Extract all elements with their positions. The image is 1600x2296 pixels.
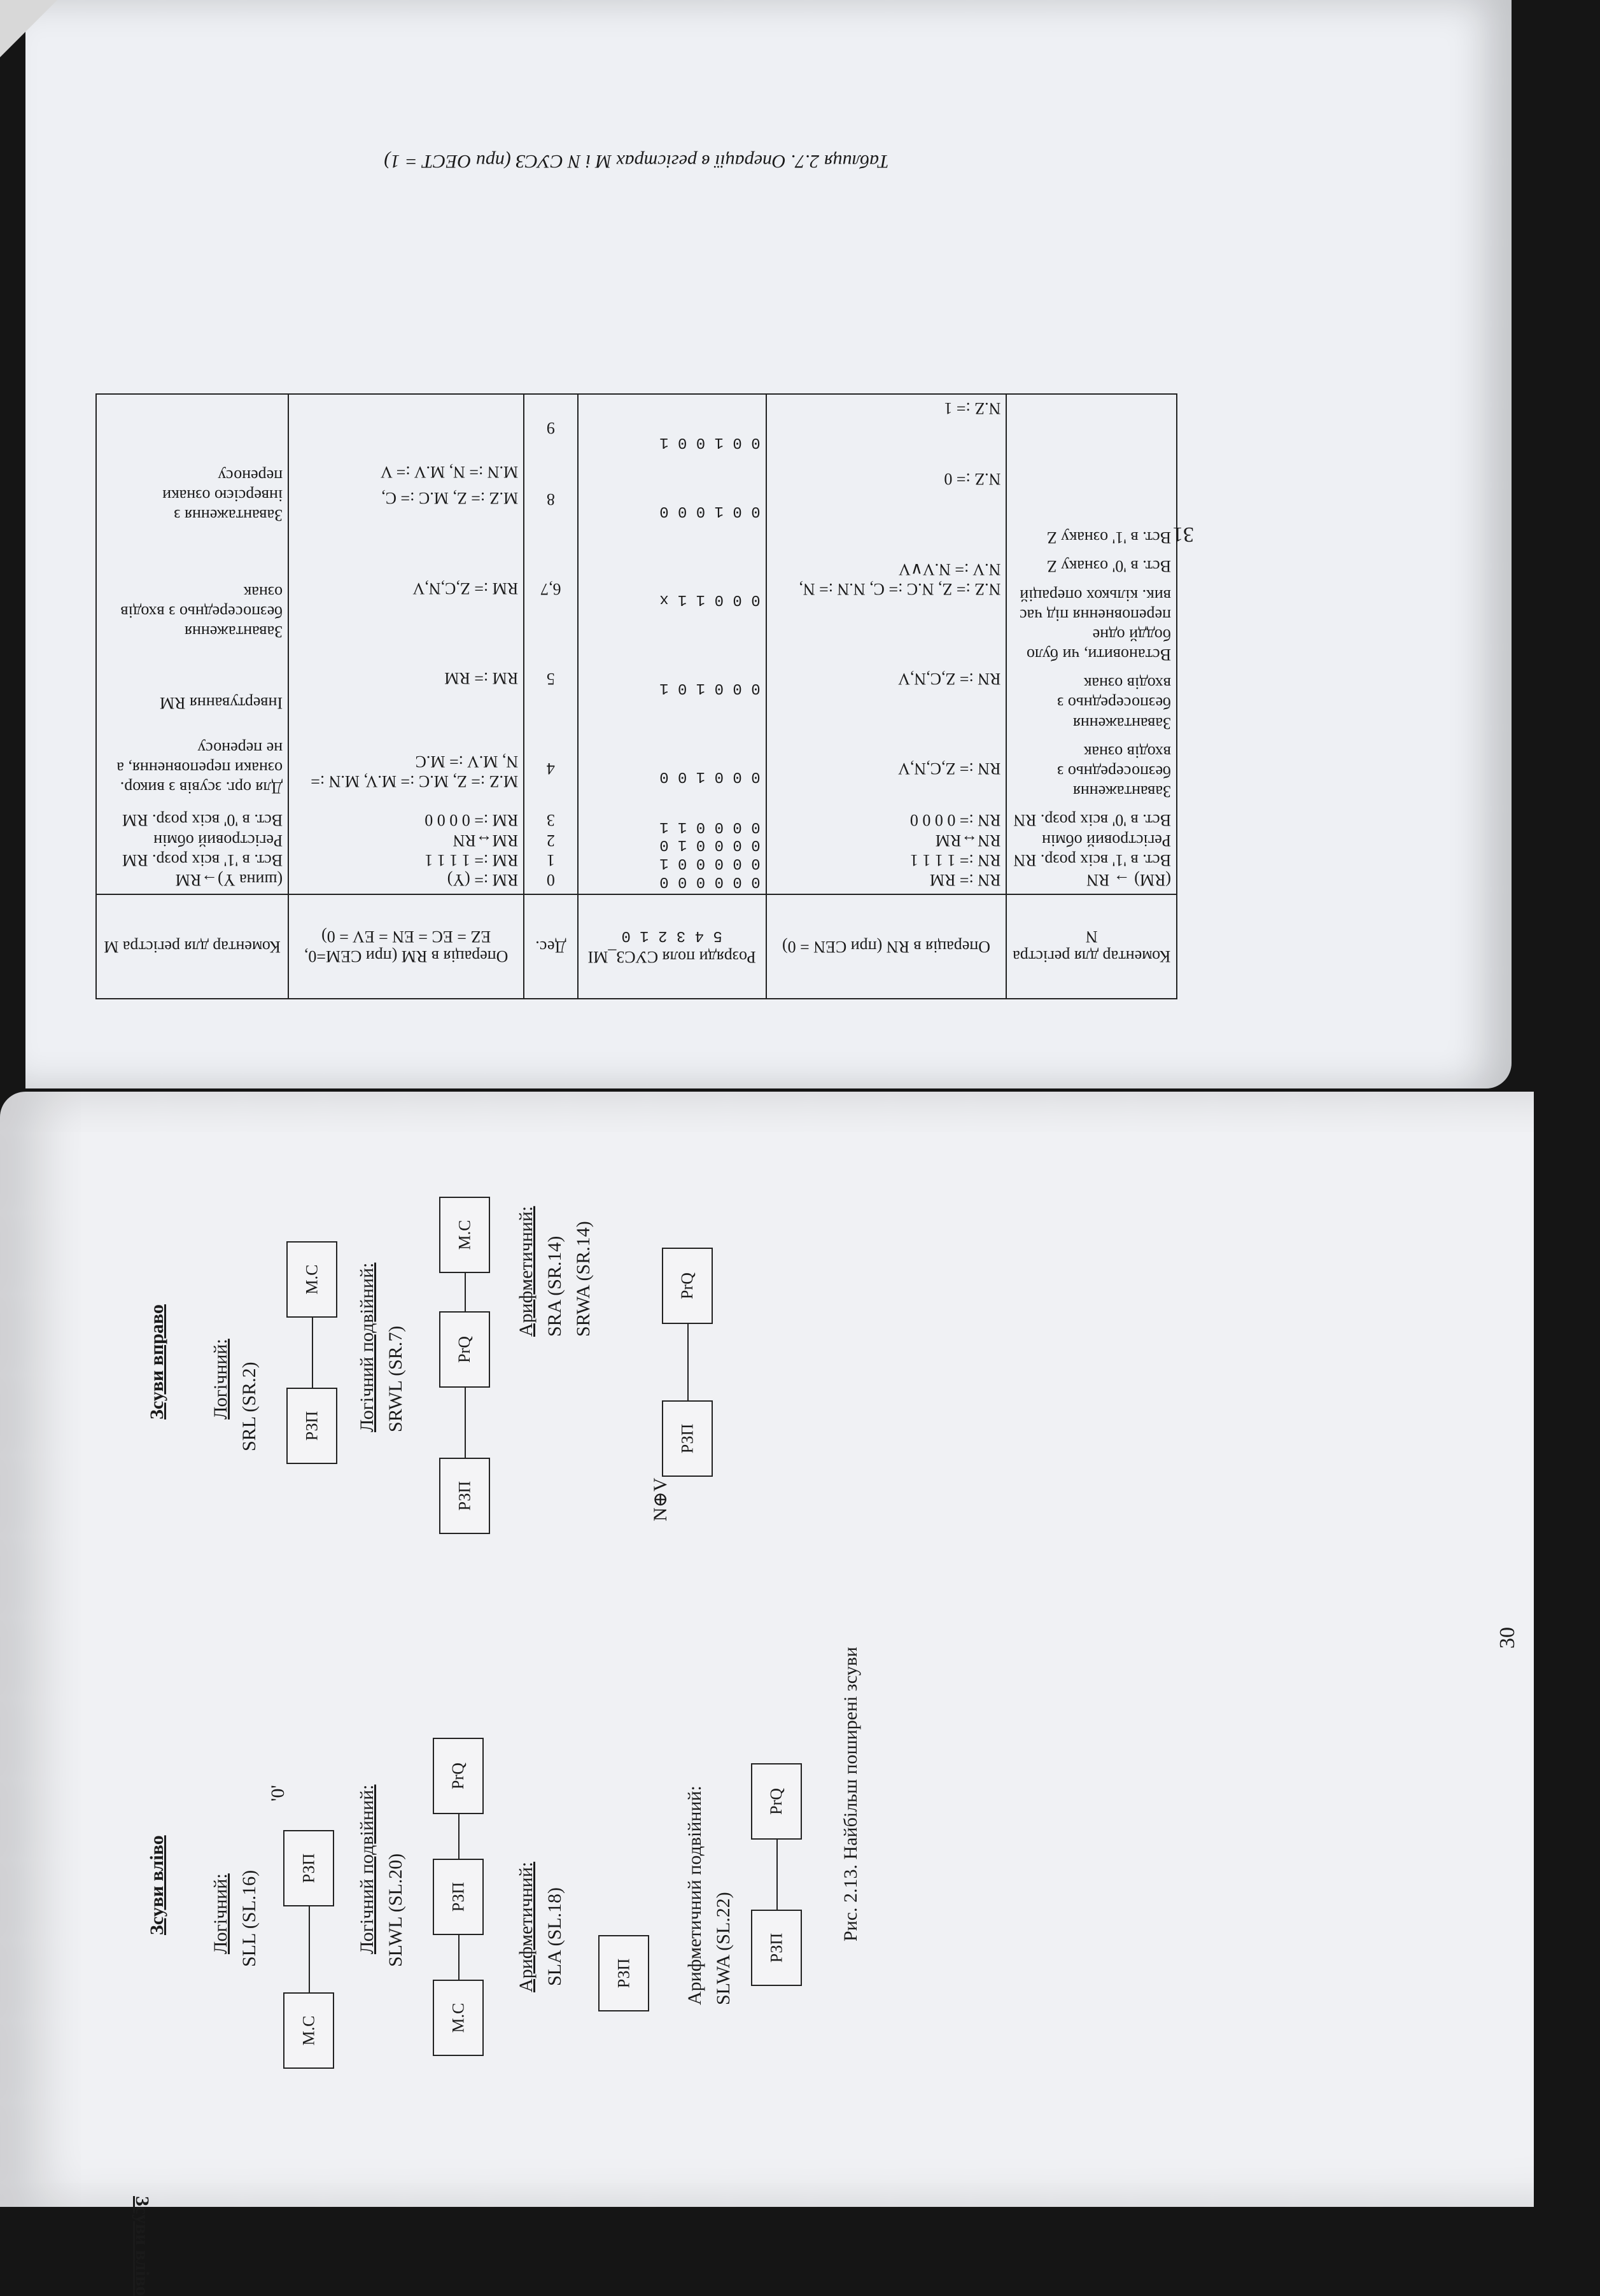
cell: 5 <box>546 670 555 689</box>
left-shifts-title: Зсуви вліво <box>146 1835 167 1935</box>
title-shift-left: Зсуви вліво <box>132 2196 153 2296</box>
cell: 3 <box>546 811 555 830</box>
bits-index: 5 4 3 2 1 0 <box>621 927 722 945</box>
cell: 0 0 1 0 0 1 <box>659 433 761 451</box>
col-bits <box>578 394 766 894</box>
sll-label: SLL (SL.16) <box>239 1870 260 1967</box>
cell: Вст. в '0' всіх розр. RN <box>1013 811 1171 830</box>
cell: RN := Z,C,N,V <box>898 670 1001 689</box>
cell: Встановити, чи було боддй одне переповнення під час вик. кількох операцій <box>1020 586 1171 665</box>
col-comment-n <box>1006 394 1177 894</box>
col-op-rm <box>288 394 524 894</box>
box-prq <box>439 1311 490 1388</box>
cell: RM := 1 1 1 1 <box>425 850 519 870</box>
header-dec: Дес. <box>524 894 578 999</box>
box-label: M.C <box>449 2003 467 2033</box>
box-label: M.C <box>302 1264 321 1295</box>
box-label: PrQ <box>678 1272 696 1299</box>
connector <box>309 1906 310 1992</box>
cell: Вст. в '1' всіх розр. RM <box>122 850 283 870</box>
cell: Вст. в '0' всіх розр. RM <box>122 811 283 830</box>
cell: Вст. в '0' ознаку Z <box>1046 557 1171 576</box>
box-label: PrQ <box>767 1788 785 1815</box>
operations-table <box>95 393 1177 999</box>
cell: 0 0 0 1 0 1 <box>659 679 761 697</box>
cell: N.Z := Z, N.C := C, N.N := N, N.V := N.V∨V <box>799 560 1001 598</box>
cell: RM := 0 0 0 0 <box>425 811 519 830</box>
box-label: РЗП <box>767 1933 785 1963</box>
box-label: M.C <box>455 1220 474 1250</box>
box-mc <box>439 1197 490 1273</box>
field-bits-title: Розряди поля СУСЗ_MI <box>587 948 756 967</box>
cell: RN := 1 1 1 1 <box>909 850 1001 870</box>
right-shifts-title: Зсуви вправо <box>146 1304 167 1419</box>
cell: 9 <box>546 419 555 438</box>
box-rzp <box>751 1910 802 1986</box>
cell: (RM) → RN <box>1086 871 1171 889</box>
srwa-label: SRWA (SR.14) <box>573 1221 594 1337</box>
col-dec <box>524 394 578 894</box>
srwl-heading: Логічний подвійний: <box>356 1262 377 1432</box>
header-op-rn: Операція в RN (при CEN = 0) <box>766 894 1007 999</box>
box-label: РЗП <box>449 1882 467 1912</box>
slwa-label: SLWA (SL.22) <box>713 1892 734 2005</box>
box-rzp <box>286 1388 337 1464</box>
cell: RM := RM <box>444 668 519 687</box>
cell: 8 <box>546 489 555 509</box>
box-label: РЗП <box>302 1411 321 1441</box>
sla-heading: Арифметичний: <box>516 1861 537 1992</box>
connector <box>465 1388 466 1458</box>
slwl-heading: Логічний подвійний: <box>356 1784 377 1954</box>
box-label: РЗП <box>614 1958 633 1989</box>
box-prq <box>751 1763 802 1840</box>
cell: RM := Z,C,N,V <box>412 579 519 598</box>
box-mc <box>283 1992 334 2069</box>
sra-heading: Арифметичний: <box>516 1206 537 1337</box>
cell: RN↔RM <box>935 831 1001 850</box>
cell: 4 <box>546 759 555 778</box>
connector <box>776 1840 778 1910</box>
box-label: РЗП <box>299 1853 318 1884</box>
cell: Регістровий обмін <box>153 831 283 850</box>
figure-caption: Рис. 2.13. Найбільш поширені зсуви <box>840 1647 861 1941</box>
cell: RM := (Y) <box>447 871 519 889</box>
page-number-30: 30 <box>1496 1627 1519 1649</box>
connector <box>687 1324 689 1400</box>
lower-page-content <box>76 1139 1438 2296</box>
srl-label: SRL (SR.2) <box>239 1362 260 1451</box>
cell: 0 <box>546 871 555 889</box>
box-mc <box>286 1241 337 1318</box>
slwa-heading: Арифметичний подвійний: <box>684 1785 705 2005</box>
cell: Регістровий обмін <box>1042 831 1171 850</box>
cell: N.Z := 1 <box>944 399 1001 418</box>
sra-label: SRA (SR.14) <box>544 1236 565 1337</box>
header-comment-m: Коментар для регістра M <box>96 894 288 999</box>
nxv-label: N⊕V <box>650 1477 671 1521</box>
box-rzp <box>433 1859 484 1935</box>
cell: Завантаження безпосередньо з входів ознак <box>120 583 283 642</box>
cell: 6,7 <box>540 579 561 598</box>
slwl-label: SLWL (SL.20) <box>385 1853 406 1967</box>
box-rzp <box>598 1935 649 2011</box>
box-label: РЗП <box>678 1423 696 1454</box>
box-rzp <box>662 1400 713 1477</box>
cell: 0 0 0 1 1 x <box>659 591 761 609</box>
box-rzp <box>283 1830 334 1906</box>
sll-heading: Логічний: <box>210 1873 231 1954</box>
cell: 2 <box>546 831 555 850</box>
sla-label: SLA (SL.18) <box>544 1887 565 1986</box>
box-label: M.C <box>299 2015 318 2046</box>
col-op-rn <box>766 394 1007 894</box>
box-rzp <box>439 1458 490 1534</box>
cell: N.Z := 0 <box>944 470 1001 489</box>
table-row <box>96 394 1177 894</box>
cell: Інвертування RM <box>159 693 283 712</box>
box-label: PrQ <box>449 1763 467 1789</box>
cell: 0 0 0 1 0 0 <box>659 767 761 785</box>
cell: 0 0 0 0 1 0 <box>659 836 761 854</box>
cell: 1 <box>546 850 555 870</box>
box-mc <box>433 1980 484 2056</box>
cell: RN := Z,C,N,V <box>898 759 1001 778</box>
box-label: РЗП <box>455 1481 474 1511</box>
cell: 0 0 0 0 0 1 <box>659 854 761 872</box>
cell: Для орг. зсувів з викор. ознаки переповнення, а не переносу <box>116 738 283 798</box>
cell: Вст. в '1' всіх розр. RN <box>1013 850 1171 870</box>
header-field-bits <box>578 894 766 999</box>
cell: Завантаження безпосередньо з входів ознак <box>1057 674 1171 733</box>
page-number-31: 31 <box>1172 523 1194 546</box>
cell: 0 0 0 0 0 0 <box>659 873 761 890</box>
srl-heading: Логічний: <box>210 1339 231 1419</box>
cell: Завантаження безпосередньо з входів ознак <box>1057 742 1171 801</box>
box-prq <box>433 1738 484 1814</box>
cell: Вст. в '1' ознаку Z <box>1046 528 1171 547</box>
cell: M.N := N, M.V := V <box>380 463 519 482</box>
box-prq <box>662 1248 713 1324</box>
cell: 0 0 1 0 0 0 <box>659 502 761 520</box>
cell: M.Z := Z, M.C := C, <box>381 489 519 508</box>
col-comment-m <box>96 394 288 894</box>
cell: (шина Y)→RM <box>175 871 283 889</box>
zero-input: '0' <box>267 1785 288 1801</box>
box-label: PrQ <box>455 1336 474 1363</box>
connector <box>458 1814 460 1859</box>
header-comment-n: Коментар для регістра N <box>1006 894 1177 999</box>
connector <box>465 1273 466 1311</box>
table-caption: Таблиця 2.7. Операції в регістрах M і N СУСЗ (при ОЕСТ = 1) <box>384 151 889 172</box>
upper-page-content <box>95 95 1177 999</box>
cell: 0 0 0 0 1 1 <box>659 817 761 835</box>
header-op-rm: Операція в RM (при CEM=0, EZ = EC = EN = EV = 0) <box>288 894 524 999</box>
connector <box>312 1318 313 1388</box>
cell: RN := RM <box>929 871 1001 889</box>
cell: M.Z := Z, M.C := M.V, M.N := N, M.V := M.C <box>311 752 519 791</box>
cell: Завантаження з інверсією ознаки переносу <box>162 466 283 525</box>
connector <box>458 1935 460 1980</box>
cell: RM↔RN <box>453 831 519 850</box>
cell: RN := 0 0 0 0 <box>909 811 1001 830</box>
srwl-label: SRWL (SR.7) <box>385 1325 406 1432</box>
